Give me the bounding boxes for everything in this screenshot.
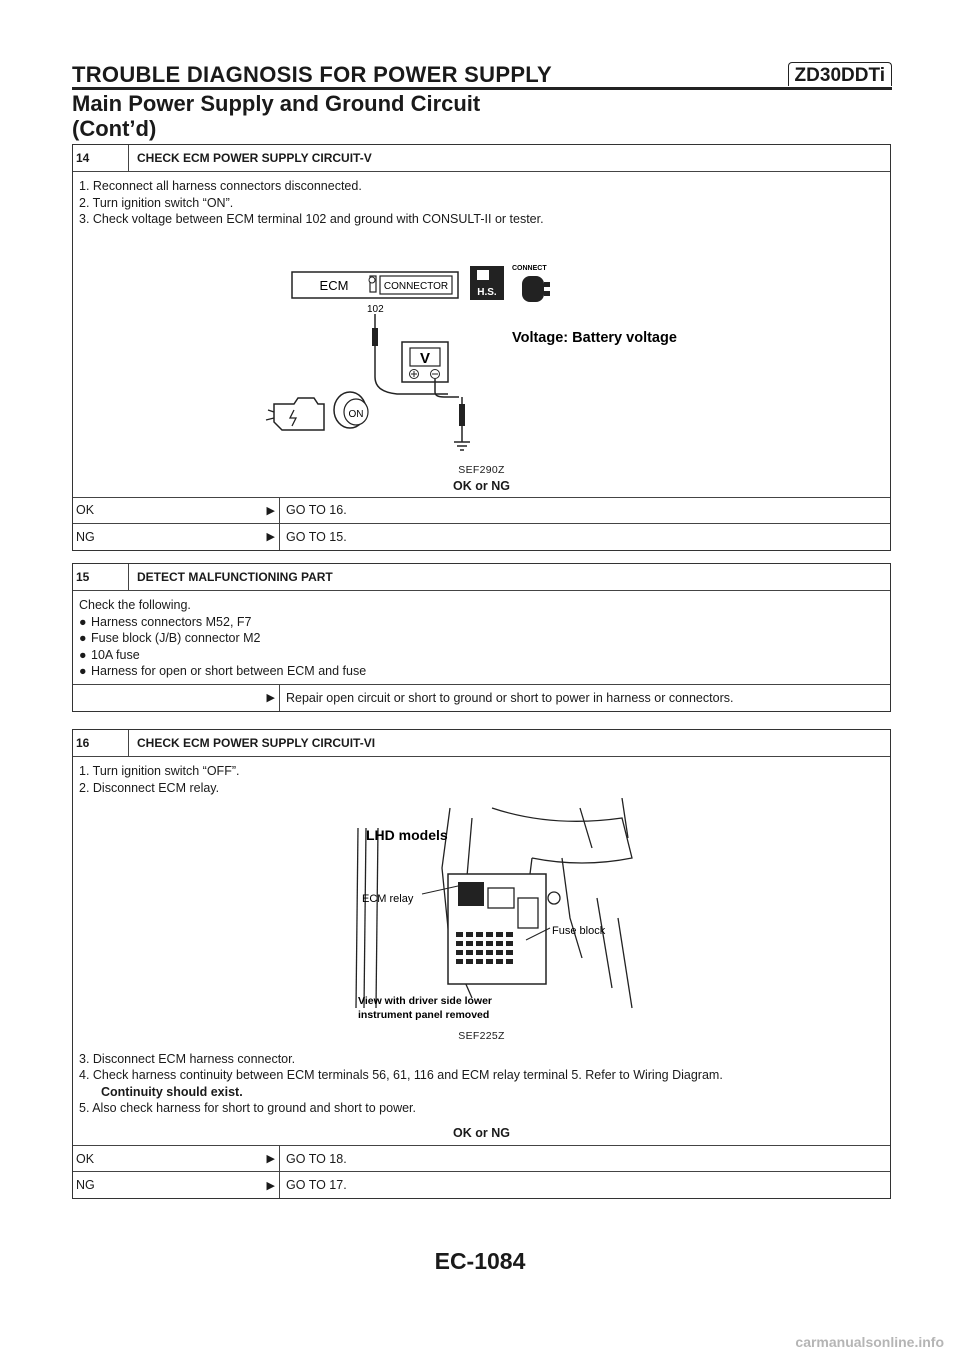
arrow-icon: ▶ xyxy=(266,531,275,543)
result-row-repair xyxy=(73,685,890,711)
harness-side-icon xyxy=(470,266,504,300)
step-title: CHECK ECM POWER SUPPLY CIRCUIT-VI xyxy=(137,736,376,750)
ecm-label: ECM xyxy=(319,277,348,293)
instruction-line: 3. Disconnect ECM harness connector. xyxy=(79,1051,296,1066)
bullet-icon: ● xyxy=(79,647,87,662)
result-action: GO TO 15. xyxy=(286,529,347,544)
instruction-line: 4. Check harness continuity between ECM terminals 56, 61, 116 and ECM relay terminal 5. Refer to Wiring Diagram. xyxy=(79,1068,723,1082)
figure-code: SEF225Z xyxy=(458,1030,505,1042)
arrow-icon: ▶ xyxy=(266,504,275,517)
figure-code: SEF290Z xyxy=(458,463,505,476)
bullet-icon: ● xyxy=(79,631,87,645)
page-number: EC-1084 xyxy=(434,1248,526,1274)
step-14-block xyxy=(72,144,891,551)
ecm-relay-label: ECM relay xyxy=(361,893,413,905)
instruction-line: 2. Disconnect ECM relay. xyxy=(79,780,220,795)
list-item: ● Harness for open or short between ECM and fuse xyxy=(79,664,367,678)
step-14-header xyxy=(73,145,890,172)
step-number: 14 xyxy=(73,145,129,171)
step-15-block xyxy=(72,563,891,712)
fuse-block-label: Fuse block xyxy=(551,925,605,937)
instruction-line: 5. Also check harness for short to ground and short to power. xyxy=(79,1101,416,1115)
result-row-ng xyxy=(73,1172,890,1198)
sub-title-line1: Main Power Supply and Ground Circuit xyxy=(72,91,481,116)
result-label: OK xyxy=(76,503,95,517)
arrow-icon: ▶ xyxy=(266,1179,275,1192)
ignition-key-icon xyxy=(334,392,368,428)
engine-icon xyxy=(266,398,324,430)
voltage-spec: Voltage: Battery voltage xyxy=(511,329,677,346)
step-16-body xyxy=(73,757,890,1146)
connect-icon xyxy=(512,265,550,302)
ok-ng-label: OK or NG xyxy=(453,1125,510,1140)
engine-code-badge: ZD30DDTi xyxy=(788,62,892,86)
instruction-line: 1. Turn ignition switch “OFF”. xyxy=(79,764,240,778)
voltage-check-figure xyxy=(222,232,742,462)
bullet-icon: ● xyxy=(79,664,87,678)
step-16-header xyxy=(73,730,890,757)
step-title: CHECK ECM POWER SUPPLY CIRCUIT-V xyxy=(137,151,372,165)
result-action: Repair open circuit or short to ground or short to power in harness or connectors. xyxy=(286,690,734,705)
terminal-label: 102 xyxy=(366,303,384,315)
instruction-line: 2. Turn ignition switch “ON”. xyxy=(79,195,234,210)
bullet-icon: ● xyxy=(79,614,87,629)
instruction-line: 3. Check voltage between ECM terminal 102 and ground with CONSULT-II or tester. xyxy=(79,212,544,226)
voltage-check-diagram xyxy=(222,232,742,462)
instruction-line: Check the following. xyxy=(79,598,191,612)
arrow-icon: ▶ xyxy=(266,692,275,704)
step-16-block xyxy=(72,729,891,1199)
result-label: NG xyxy=(76,529,95,544)
watermark: carmanualsonline.info xyxy=(795,1334,944,1350)
result-row-ok xyxy=(73,1146,890,1172)
emphasis-line: Continuity should exist. xyxy=(101,1084,243,1099)
ecm-relay-location-diagram xyxy=(322,798,642,1022)
step-number: 16 xyxy=(73,730,129,756)
result-action: GO TO 18. xyxy=(286,1151,347,1166)
connect-label: CONNECT xyxy=(511,264,547,272)
key-on-label: ON xyxy=(348,408,363,420)
arrow-icon: ▶ xyxy=(266,1153,275,1165)
meter-label: V xyxy=(419,349,430,367)
result-action: GO TO 16. xyxy=(286,503,347,517)
result-label: OK xyxy=(76,1151,95,1166)
list-item: ● 10A fuse xyxy=(79,647,140,662)
step-number: 15 xyxy=(73,564,129,590)
result-label: NG xyxy=(76,1178,95,1192)
section-title: TROUBLE DIAGNOSIS FOR POWER SUPPLY xyxy=(72,62,552,87)
step-14-body xyxy=(73,172,890,498)
fuse-block xyxy=(448,874,560,984)
result-row-ok xyxy=(73,498,890,524)
list-item: ● Fuse block (J/B) connector M2 xyxy=(79,631,261,645)
connector-label: CONNECTOR xyxy=(383,280,448,292)
header-rule xyxy=(72,87,892,90)
result-action: GO TO 17. xyxy=(286,1178,347,1192)
list-item: ● Harness connectors M52, F7 xyxy=(79,614,252,629)
instruction-line: 1. Reconnect all harness connectors disconnected. xyxy=(79,179,362,193)
ecm-connector-box xyxy=(292,272,458,298)
hs-label: H.S. xyxy=(476,286,497,298)
page-header xyxy=(72,56,892,141)
ground-wire xyxy=(435,379,470,450)
sub-title-line2: (Cont’d) xyxy=(72,116,157,141)
result-row-ng xyxy=(73,524,890,550)
step-15-header xyxy=(73,564,890,591)
view-caption-line1: View with driver side lower xyxy=(357,995,492,1007)
sub-title xyxy=(72,91,892,141)
figure-title: LHD models xyxy=(365,827,448,843)
step-15-body xyxy=(73,591,890,685)
view-caption-line2: instrument panel removed xyxy=(357,1009,489,1021)
ok-ng-label: OK or NG xyxy=(453,479,510,493)
voltmeter-icon xyxy=(402,342,448,382)
step-title: DETECT MALFUNCTIONING PART xyxy=(137,570,333,584)
ecm-relay-location-figure xyxy=(322,798,642,1022)
